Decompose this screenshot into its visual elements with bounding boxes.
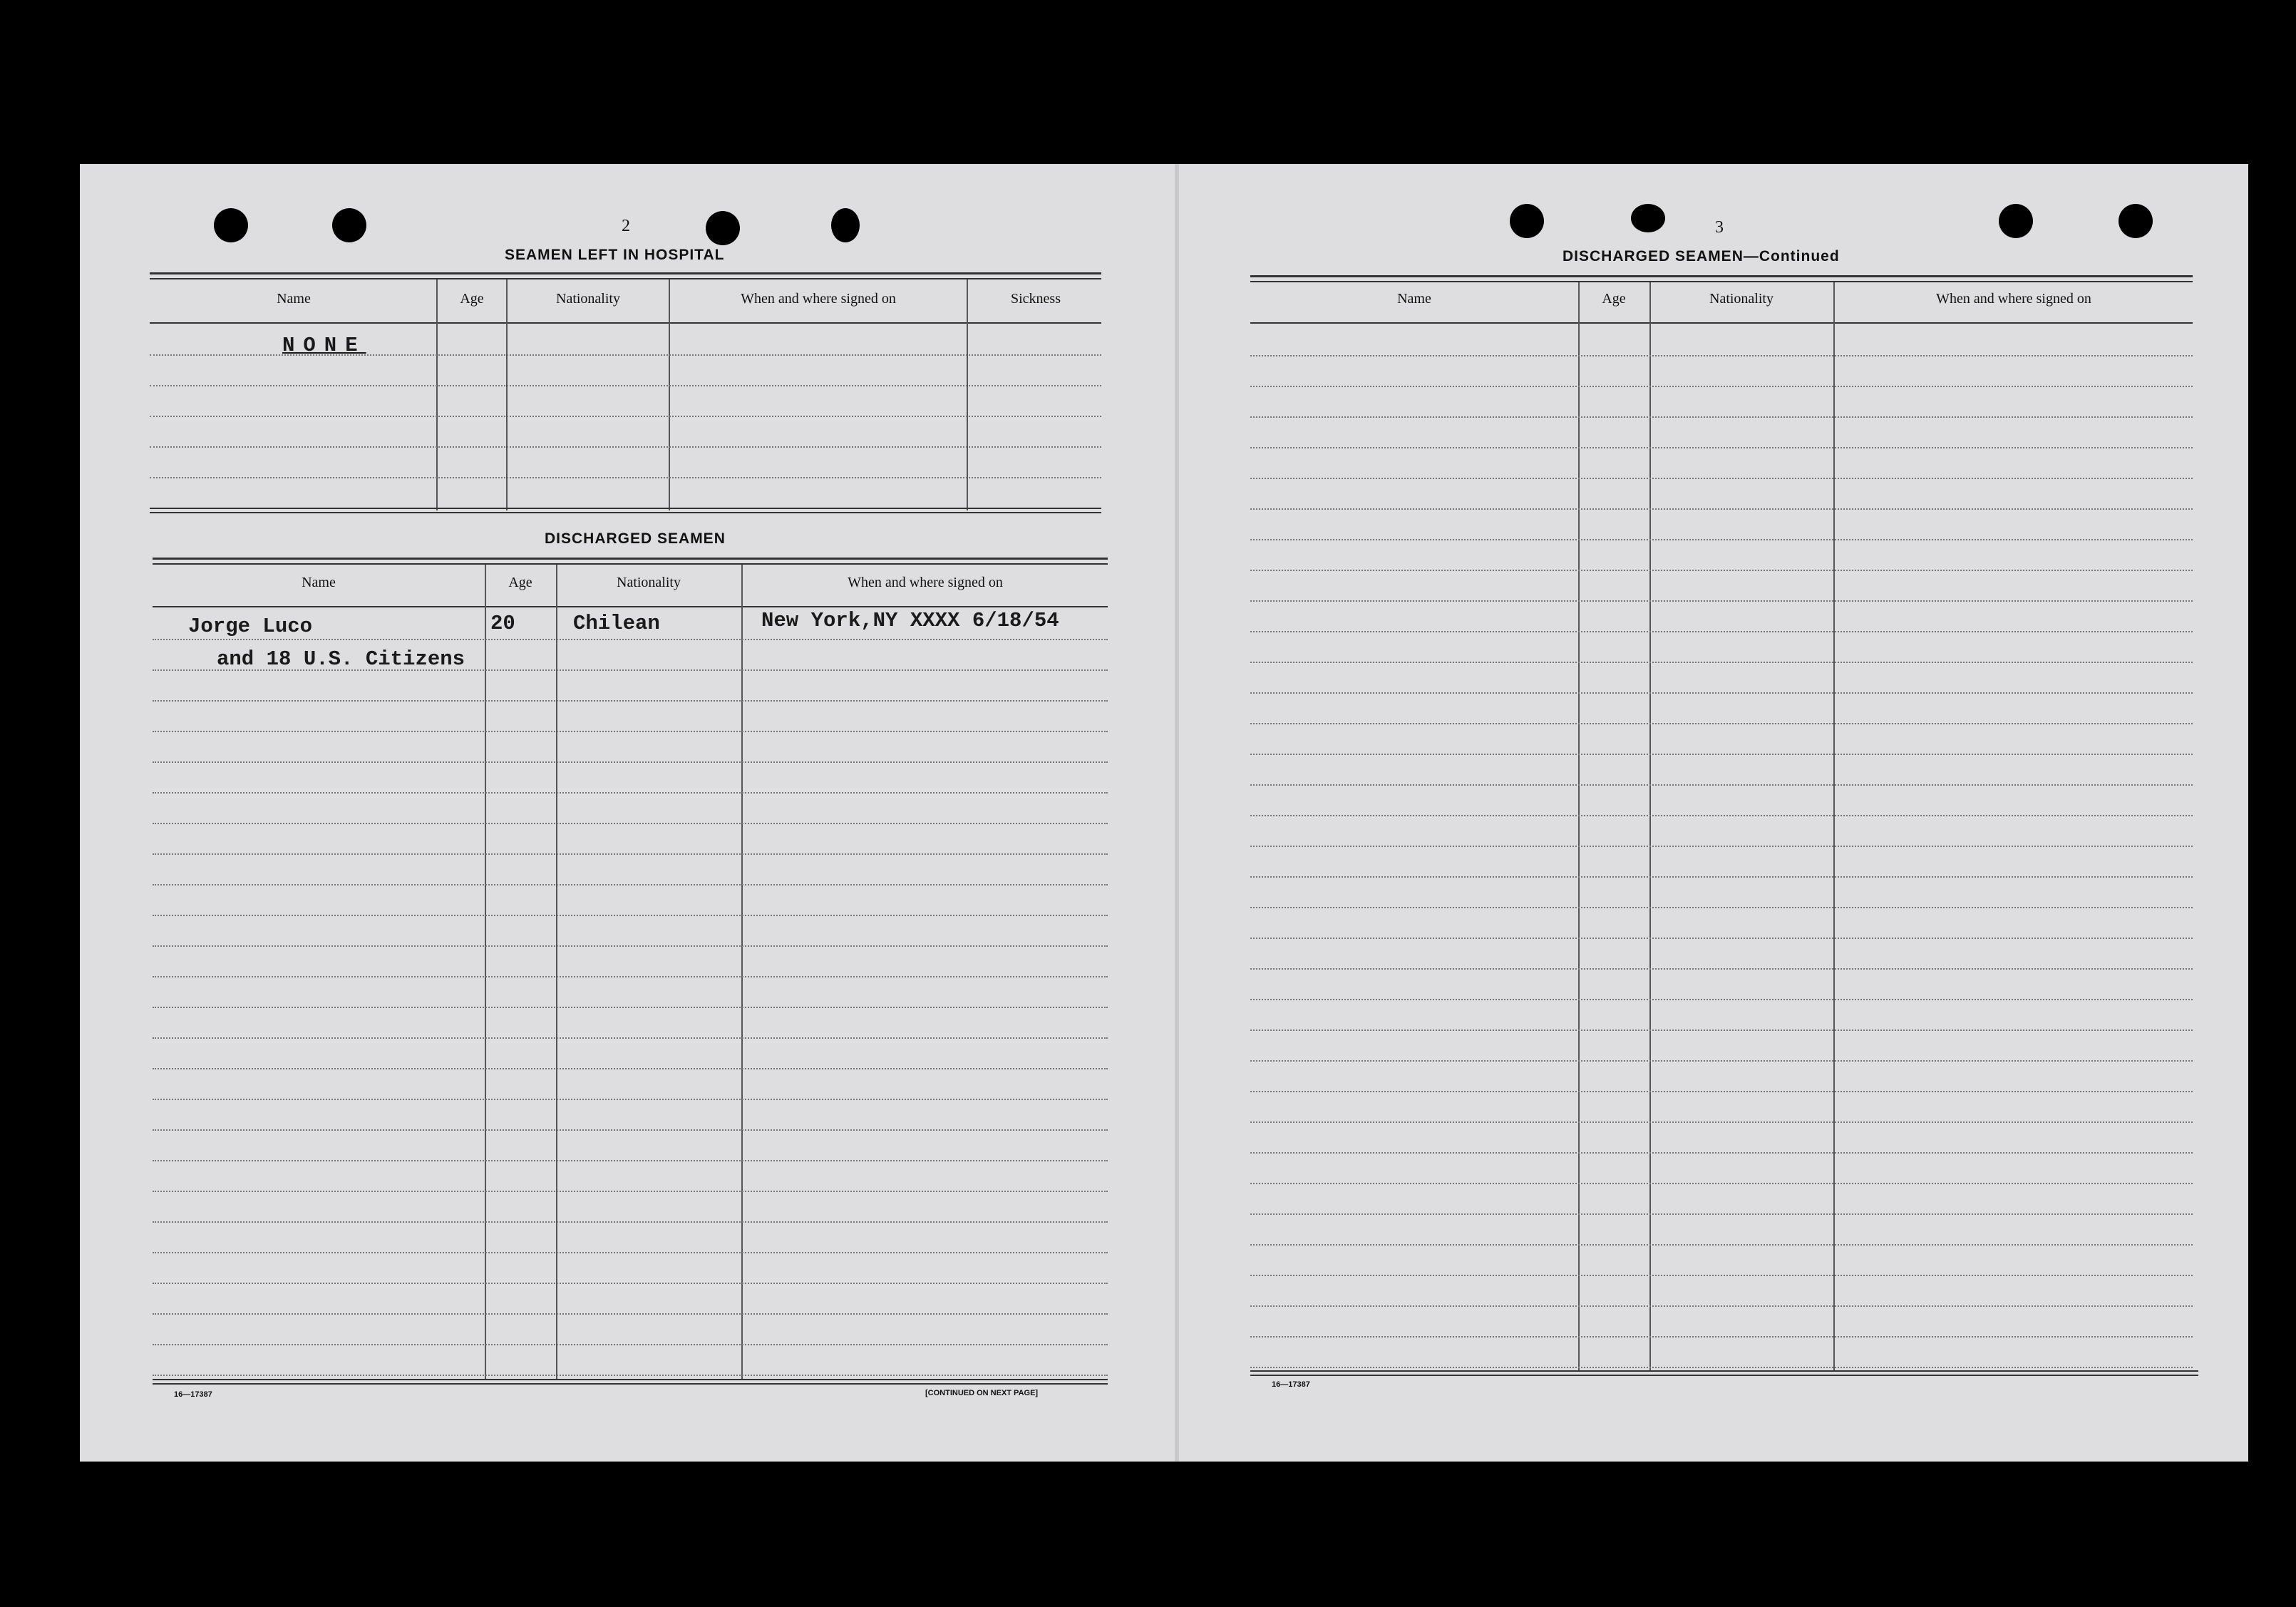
column-divider xyxy=(485,565,486,1380)
hospital-section-title: SEAMEN LEFT IN HOSPITAL xyxy=(505,247,725,263)
ruled-line xyxy=(153,1375,1108,1376)
ruled-line xyxy=(1250,600,2193,602)
ruled-line xyxy=(1250,815,2193,816)
ruled-line xyxy=(1250,999,2193,1000)
ruled-line xyxy=(1250,1305,2193,1307)
ruled-line xyxy=(153,761,1108,763)
hospital-entry-none: NONE xyxy=(282,334,366,357)
ruled-line xyxy=(1250,570,2193,571)
ruled-line xyxy=(1250,478,2193,479)
double-rule xyxy=(1250,275,2193,277)
seaman-name: and 18 U.S. Citizens xyxy=(217,647,465,671)
double-rule xyxy=(150,508,1101,509)
column-divider xyxy=(967,279,968,510)
ruled-line xyxy=(1250,846,2193,847)
column-header-signed-on: When and where signed on xyxy=(741,291,896,307)
ruled-line xyxy=(153,884,1108,885)
punch-hole xyxy=(831,208,860,242)
punch-hole xyxy=(1999,204,2033,238)
column-divider xyxy=(506,279,508,510)
ruled-line xyxy=(153,1160,1108,1161)
left-page xyxy=(80,164,1178,1462)
punch-hole xyxy=(332,208,366,242)
double-rule xyxy=(153,558,1108,560)
ruled-line xyxy=(1250,1030,2193,1031)
ruled-line xyxy=(1250,416,2193,418)
page-fold xyxy=(1175,164,1179,1462)
ruled-line xyxy=(1250,1275,2193,1276)
column-header-nationality: Nationality xyxy=(1709,291,1774,307)
ruled-line xyxy=(1250,386,2193,387)
ruled-line xyxy=(153,853,1108,855)
ruled-line xyxy=(153,945,1108,947)
column-divider xyxy=(1578,282,1580,1372)
punch-hole xyxy=(706,211,740,245)
ruled-line xyxy=(153,792,1108,794)
column-header-name: Name xyxy=(277,291,311,307)
ruled-line xyxy=(153,700,1108,702)
ruled-line xyxy=(1250,1183,2193,1184)
ruled-line xyxy=(1250,1121,2193,1123)
ruled-line xyxy=(1250,692,2193,694)
ruled-line xyxy=(153,1283,1108,1284)
double-rule xyxy=(1250,1370,2198,1372)
column-header-sickness: Sickness xyxy=(1011,291,1061,307)
column-header-name: Name xyxy=(1397,291,1431,307)
header-rule xyxy=(153,606,1108,607)
ruled-line xyxy=(153,1344,1108,1345)
seaman-nationality: Chilean xyxy=(573,612,660,635)
form-number: 16—17387 xyxy=(1272,1380,1310,1389)
form-number: 16—17387 xyxy=(174,1390,212,1399)
ruled-line xyxy=(153,1129,1108,1131)
continued-note: [CONTINUED ON NEXT PAGE] xyxy=(925,1389,1039,1397)
column-header-age: Age xyxy=(508,575,532,590)
page-number: 2 xyxy=(622,217,630,235)
column-divider xyxy=(741,565,743,1380)
ruled-line xyxy=(153,1068,1108,1069)
column-divider xyxy=(669,279,670,510)
discharged-section-title: DISCHARGED SEAMEN xyxy=(545,530,726,547)
header-rule xyxy=(1250,322,2193,324)
ruled-line xyxy=(150,446,1101,448)
ruled-line xyxy=(1250,1060,2193,1062)
ruled-line xyxy=(153,1221,1108,1223)
ruled-line xyxy=(1250,754,2193,755)
seaman-name: Jorge Luco xyxy=(188,615,313,638)
column-header-signed-on: When and where signed on xyxy=(1936,291,2091,307)
double-rule xyxy=(153,1383,1108,1385)
ruled-line xyxy=(1250,355,2193,356)
ruled-line xyxy=(153,1007,1108,1008)
ruled-line xyxy=(1250,447,2193,448)
ruled-line xyxy=(1250,938,2193,939)
ruled-line xyxy=(1250,876,2193,878)
double-rule xyxy=(150,278,1101,279)
ruled-line xyxy=(1250,968,2193,970)
double-rule xyxy=(153,563,1108,565)
ruled-line xyxy=(153,1252,1108,1253)
ruled-line xyxy=(1250,1152,2193,1154)
ruled-line xyxy=(1250,1244,2193,1246)
ruled-line xyxy=(1250,1091,2193,1092)
discharged-continued-title: DISCHARGED SEAMEN—Continued xyxy=(1563,248,1840,265)
ruled-line xyxy=(1250,631,2193,632)
column-divider xyxy=(436,279,438,510)
column-header-signed-on: When and where signed on xyxy=(848,575,1003,590)
double-rule xyxy=(150,272,1101,274)
column-header-age: Age xyxy=(460,291,484,307)
column-divider xyxy=(556,565,557,1380)
ruled-line xyxy=(1250,907,2193,908)
ruled-line xyxy=(153,915,1108,916)
ruled-line xyxy=(153,639,1108,640)
ruled-line xyxy=(1250,662,2193,663)
column-header-age: Age xyxy=(1602,291,1626,307)
ruled-line xyxy=(153,1191,1108,1192)
header-rule xyxy=(150,322,1101,324)
ruled-line xyxy=(1250,1367,2193,1368)
ruled-line xyxy=(1250,1213,2193,1215)
punch-hole xyxy=(2119,204,2153,238)
punch-hole xyxy=(1510,204,1544,238)
ruled-line xyxy=(1250,723,2193,724)
ruled-line xyxy=(1250,784,2193,786)
column-divider xyxy=(1649,282,1651,1372)
ruled-line xyxy=(153,731,1108,732)
double-rule xyxy=(1250,281,2193,282)
seaman-signed-on: New York,NY XXXX 6/18/54 xyxy=(761,609,1059,632)
ruled-line xyxy=(1250,508,2193,510)
ruled-line xyxy=(153,1037,1108,1039)
right-page xyxy=(1178,164,2248,1462)
ruled-line xyxy=(150,477,1101,478)
ruled-line xyxy=(153,1099,1108,1100)
punch-hole xyxy=(1631,204,1665,232)
ruled-line xyxy=(153,976,1108,977)
punch-hole xyxy=(214,208,248,242)
ruled-line xyxy=(150,385,1101,386)
double-rule xyxy=(1250,1375,2198,1376)
ruled-line xyxy=(153,823,1108,824)
double-rule xyxy=(153,1379,1108,1380)
seaman-age: 20 xyxy=(490,612,515,635)
column-header-nationality: Nationality xyxy=(556,291,620,307)
ruled-line xyxy=(1250,539,2193,540)
ruled-line xyxy=(1250,1336,2193,1338)
ruled-line xyxy=(153,1313,1108,1315)
column-header-name: Name xyxy=(302,575,336,590)
page-number: 3 xyxy=(1715,218,1724,237)
double-rule xyxy=(150,512,1101,513)
column-header-nationality: Nationality xyxy=(617,575,681,590)
ruled-line xyxy=(150,416,1101,417)
column-divider xyxy=(1833,282,1835,1372)
